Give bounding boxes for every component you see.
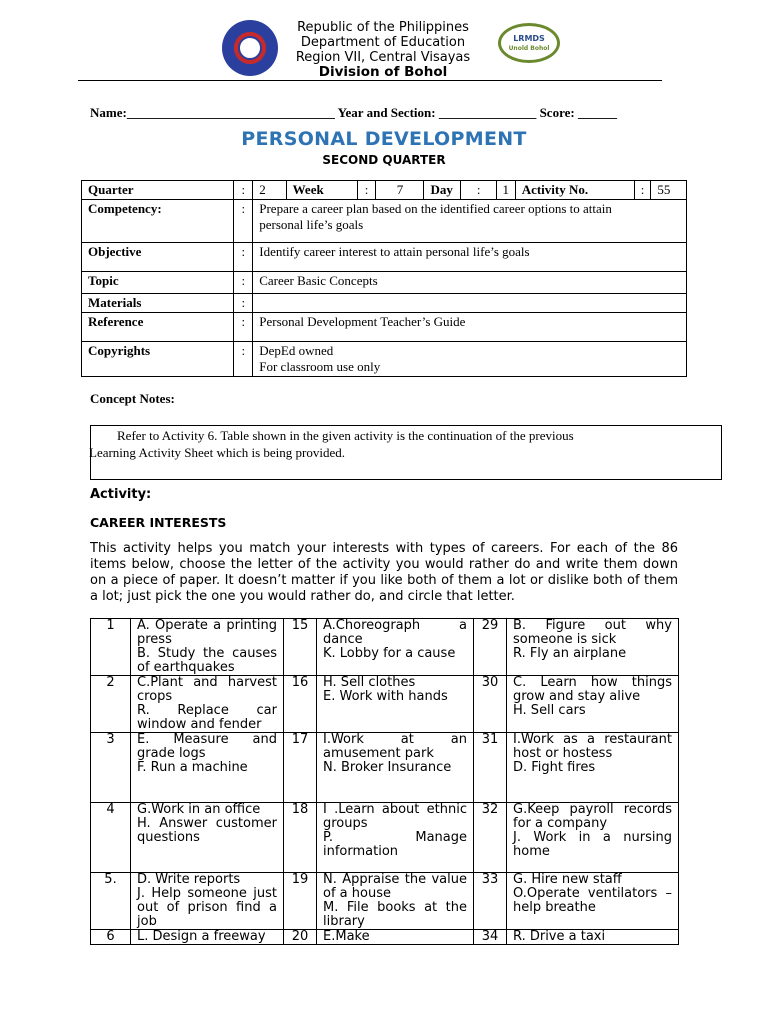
choice-a: L. Design a freeway	[137, 929, 266, 944]
choice-a: D. Write reports	[137, 872, 241, 887]
choice-a: G.Keep payroll records for a company	[513, 802, 672, 831]
activity-label: Activity:	[90, 487, 152, 502]
item-number: 4	[91, 803, 131, 873]
choice-a: A. Operate a printing press	[137, 618, 277, 647]
objective-value: Identify career interest to attain personal life’s goals	[253, 243, 687, 272]
item-choices	[131, 676, 284, 733]
item-choices	[131, 733, 284, 803]
item-number: 18	[284, 803, 317, 873]
quarter-label: Quarter	[82, 181, 234, 200]
item-choices	[507, 873, 679, 930]
item-number: 20	[284, 930, 317, 945]
choice-b: D. Fight fires	[513, 760, 596, 775]
choice-a: R. Drive a taxi	[513, 929, 606, 944]
copyrights-value: DepEd owned For classroom use only	[253, 342, 687, 377]
quarter-row: Quarter : 2 Week : 7 Day : 1 Activity No. : 55	[82, 181, 687, 200]
item-number: 17	[284, 733, 317, 803]
item-number: 30	[474, 676, 507, 733]
table-row	[91, 803, 679, 873]
item-choices	[507, 676, 679, 733]
choice-b: H. Sell cars	[513, 703, 586, 718]
name-year-score-row: Name:________________________________ Year and Section: _______________ Score: ______	[90, 105, 617, 120]
item-number: 6	[91, 930, 131, 945]
table-row	[91, 619, 679, 676]
page-title: PERSONAL DEVELOPMENT	[241, 128, 527, 150]
choice-b: J. Help someone just out of prison find a job	[137, 886, 277, 929]
item-number: 16	[284, 676, 317, 733]
choice-a: I .Learn about ethnic groups	[323, 802, 467, 831]
choice-a: I.Work as a restaurant host or hostess	[513, 732, 672, 761]
choice-b: F. Run a machine	[137, 760, 248, 775]
header-department: Department of Education	[300, 35, 466, 50]
choice-a: C.Plant and harvest crops	[137, 675, 277, 704]
copyrights-label: Copyrights	[82, 342, 234, 377]
lrmds-logo: LRMDS Unold Bohol	[498, 23, 560, 63]
item-number: 34	[474, 930, 507, 945]
item-choices	[317, 676, 474, 733]
activity-no-label: Activity No.	[515, 181, 634, 200]
day-value: 1	[496, 181, 515, 200]
reference-row: Reference : Personal Development Teacher’s Guide	[82, 313, 687, 342]
page-subtitle: SECOND QUARTER	[322, 153, 446, 167]
table-row	[91, 676, 679, 733]
header-divider	[78, 80, 662, 81]
item-choices	[317, 803, 474, 873]
materials-row: Materials :	[82, 294, 687, 313]
header-region: Region VII, Central Visayas	[295, 50, 471, 65]
choice-b: N. Broker Insurance	[323, 760, 452, 775]
table-row	[91, 930, 679, 945]
item-number: 32	[474, 803, 507, 873]
choice-a: N. Appraise the value of a house	[323, 872, 467, 901]
choice-b: P. Manage information	[323, 830, 467, 859]
copyrights-row: Copyrights : DepEd owned For classroom use only	[82, 342, 687, 377]
item-number: 1	[91, 619, 131, 676]
competency-row: Competency: : Prepare a career plan based on the identified career options to attain personal life’s goals	[82, 200, 687, 243]
quarter-value: 2	[253, 181, 286, 200]
reference-value: Personal Development Teacher’s Guide	[253, 313, 687, 342]
choice-a: E. Measure and grade logs	[137, 732, 277, 761]
choice-a: G.Work in an office	[137, 802, 261, 817]
topic-label: Topic	[82, 272, 234, 294]
reference-label: Reference	[82, 313, 234, 342]
item-choices	[131, 619, 284, 676]
choice-b: M. File books at the library	[323, 900, 467, 929]
header-division: Division of Bohol	[318, 64, 448, 80]
item-number: 3	[91, 733, 131, 803]
materials-value	[253, 294, 687, 313]
choice-b: H. Answer customer questions	[137, 816, 277, 845]
item-choices	[507, 619, 679, 676]
activity-no-value: 55	[651, 181, 687, 200]
choice-a: G. Hire new staff	[513, 872, 622, 887]
item-choices	[507, 803, 679, 873]
table-row	[91, 873, 679, 930]
choice-b: K. Lobby for a cause	[323, 646, 456, 661]
choice-b: J. Work in a nursing home	[513, 830, 672, 859]
objective-label: Objective	[82, 243, 234, 272]
item-choices	[317, 733, 474, 803]
activity-instructions: This activity helps you match your interests with types of careers. For each of the 86 items below, choose the letter of the activity you would rather do and write them down on a piece of paper. It doesn’t matter if you like both of them a lot or dislike both of them a lot; just pick the one you would rather do, and circle that letter.	[90, 541, 678, 604]
career-interests-table	[90, 618, 679, 945]
choice-a: B. Figure out why someone is sick	[513, 618, 672, 647]
item-number: 19	[284, 873, 317, 930]
item-number: 15	[284, 619, 317, 676]
item-choices	[131, 930, 284, 945]
career-interests-title: CAREER INTERESTS	[90, 515, 227, 530]
item-choices	[131, 873, 284, 930]
concept-notes-label: Concept Notes:	[90, 391, 175, 406]
choice-a: A.Choreograph a dance	[323, 618, 467, 647]
item-number: 33	[474, 873, 507, 930]
choice-a: C. Learn how things grow and stay alive	[513, 675, 672, 704]
item-number: 5.	[91, 873, 131, 930]
choice-b: R. Fly an airplane	[513, 646, 627, 661]
choice-a: H. Sell clothes	[323, 675, 416, 690]
choice-b: O.Operate ventilators – help breathe	[513, 886, 672, 915]
materials-label: Materials	[82, 294, 234, 313]
item-choices	[507, 733, 679, 803]
item-number: 2	[91, 676, 131, 733]
objective-row: Objective : Identify career interest to attain personal life’s goals	[82, 243, 687, 272]
choice-a: I.Work at an amusement park	[323, 732, 467, 761]
concept-notes-box: Refer to Activity 6. Table shown in the given activity is the continuation of the previous Learning Activity Sheet which is being provided.	[90, 425, 722, 480]
item-choices	[317, 873, 474, 930]
choice-b: B. Study the causes of earthquakes	[137, 646, 277, 675]
table-row	[91, 733, 679, 803]
week-label: Week	[286, 181, 357, 200]
topic-value: Career Basic Concepts	[253, 272, 687, 294]
item-choices	[317, 619, 474, 676]
item-number: 29	[474, 619, 507, 676]
competency-value: Prepare a career plan based on the identified career options to attain personal life’s goals	[253, 200, 687, 243]
week-value: 7	[376, 181, 424, 200]
item-number: 31	[474, 733, 507, 803]
lesson-info-table	[81, 180, 687, 377]
choice-b: R. Replace car window and fender	[137, 703, 277, 732]
day-label: Day	[424, 181, 461, 200]
topic-row: Topic : Career Basic Concepts	[82, 272, 687, 294]
competency-label: Competency:	[82, 200, 234, 243]
choice-a: E.Make	[323, 929, 370, 944]
item-choices	[317, 930, 474, 945]
header-republic: Republic of the Philippines	[297, 20, 469, 35]
item-choices	[507, 930, 679, 945]
item-choices	[131, 803, 284, 873]
choice-b: E. Work with hands	[323, 689, 448, 704]
